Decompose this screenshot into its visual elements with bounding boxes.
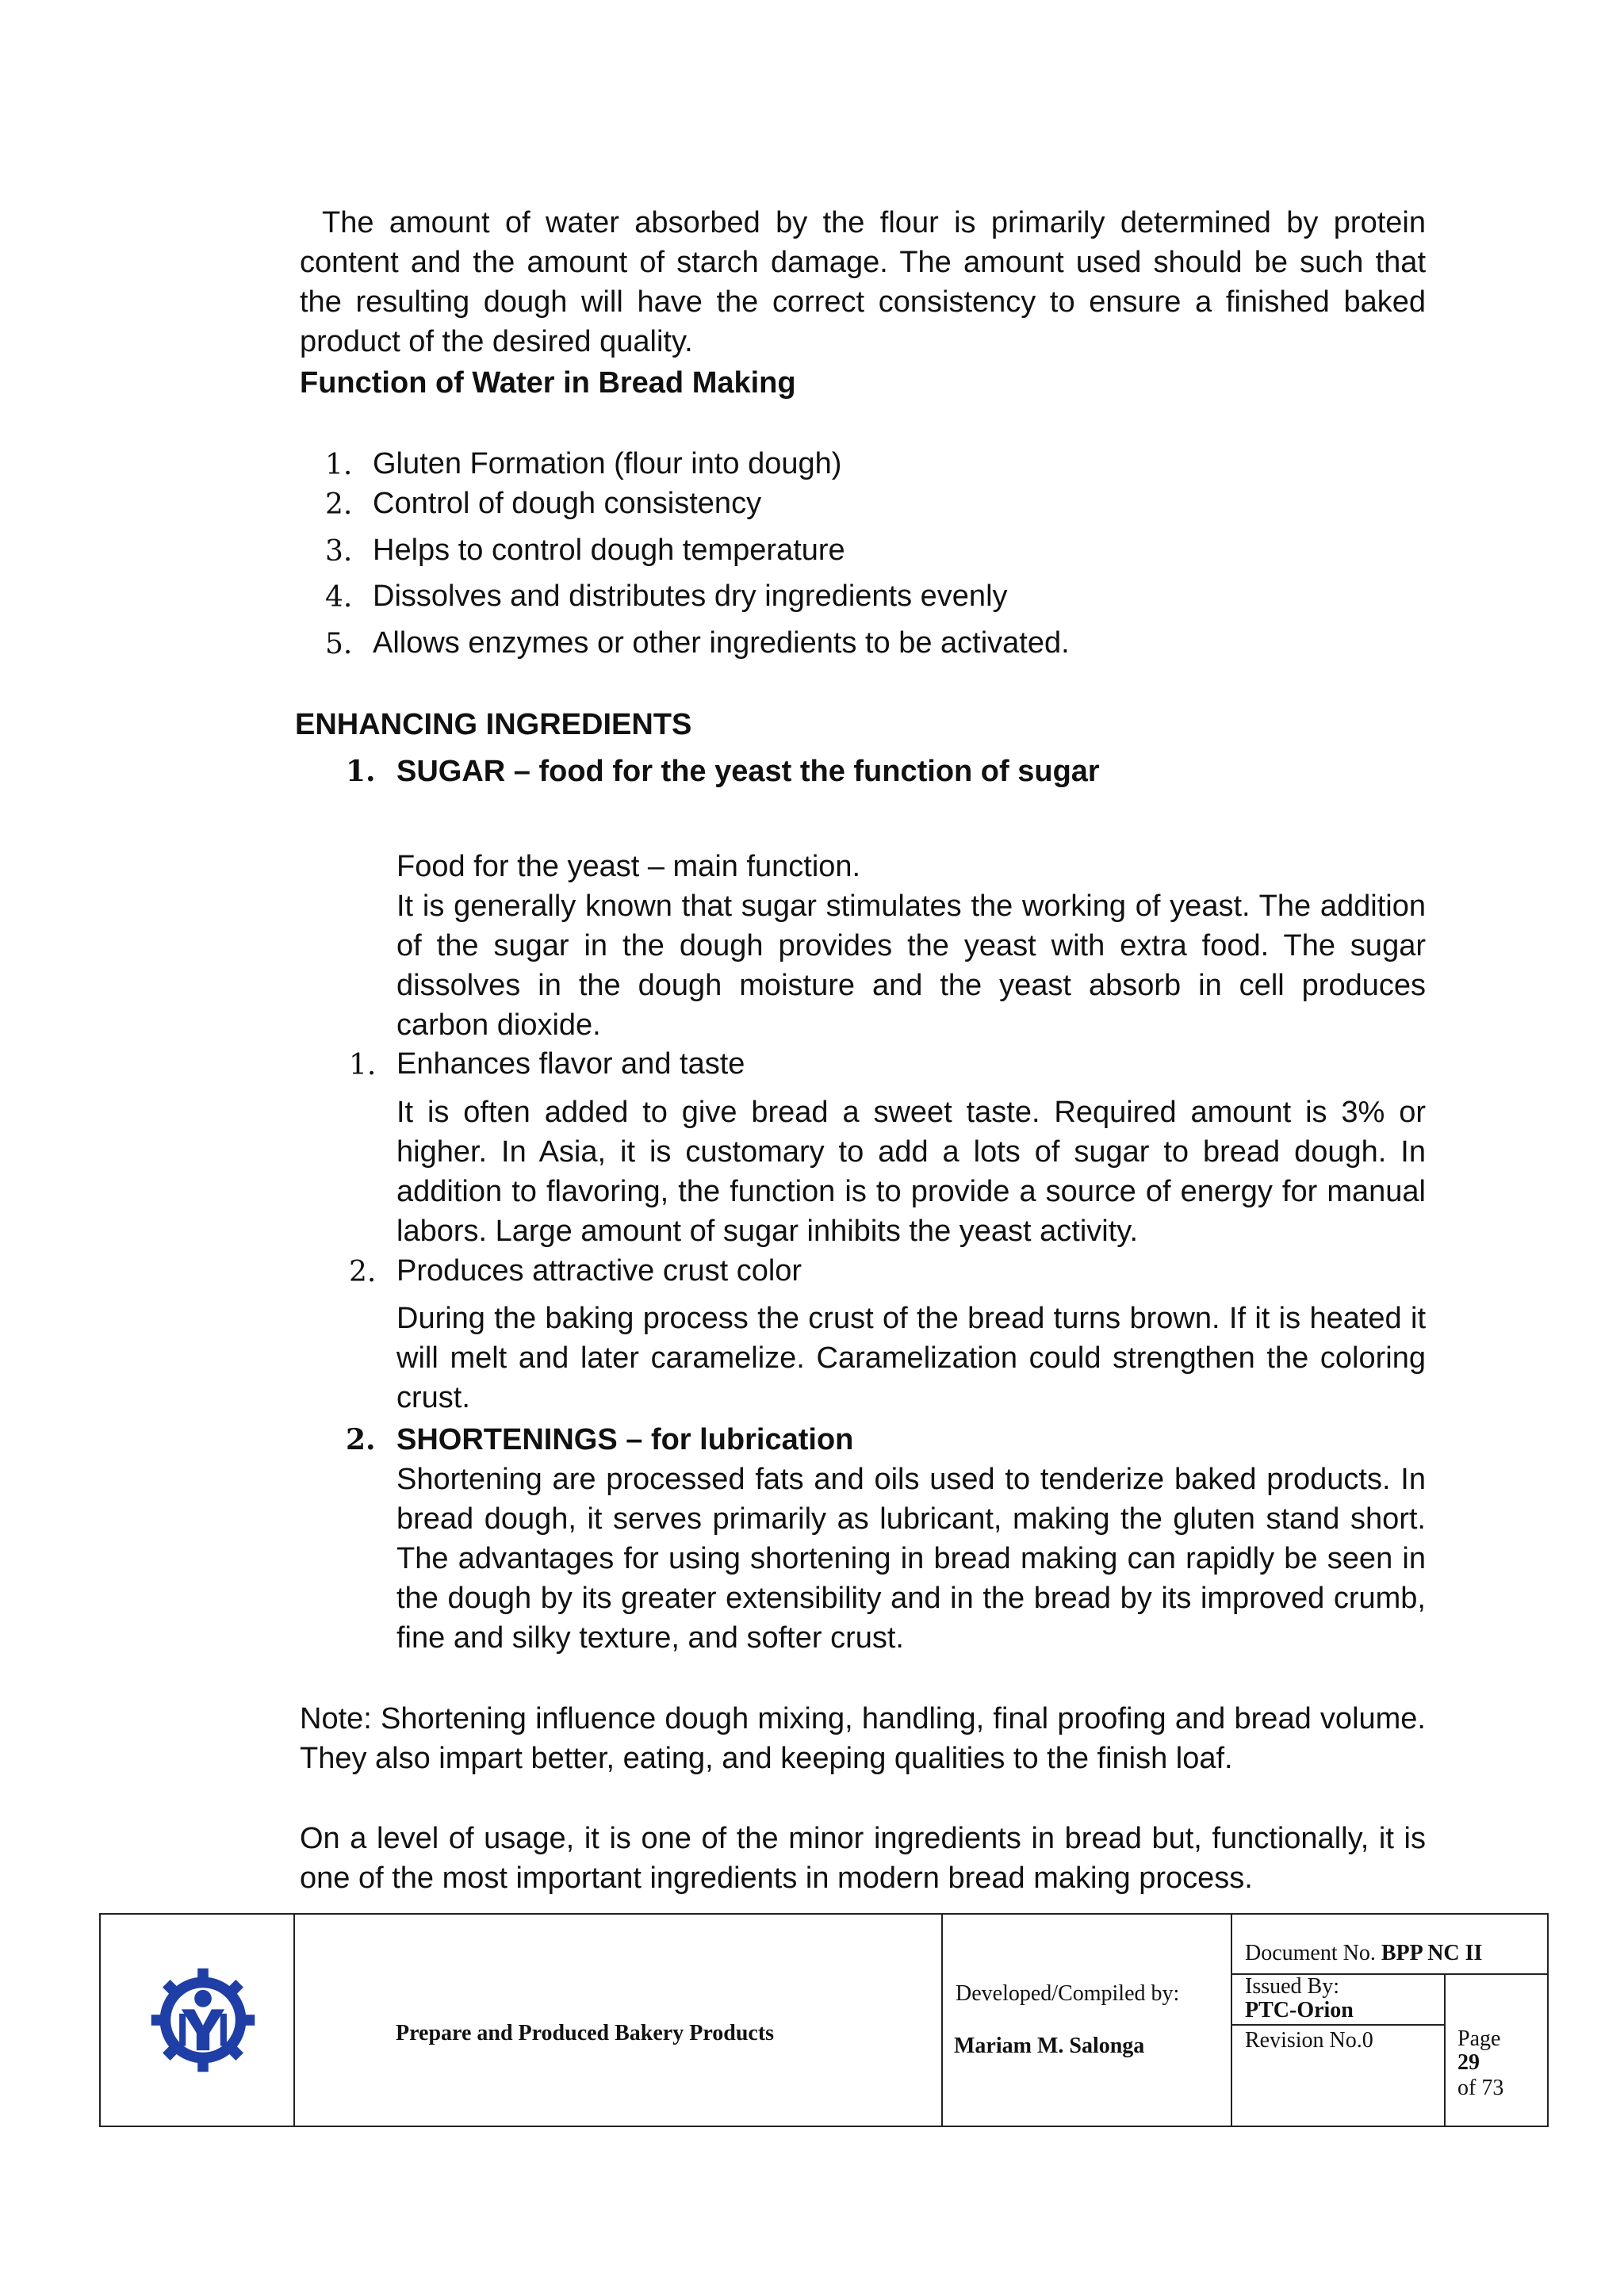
sugar-sub-paragraph-1: It is often added to give bread a sweet taste. Required amount is 3% or higher. In Asia, it is customary to add a lots of sugar to bread dough. In addition to flavoring, the function is to provide a source of energy for manual labors. Large amount of sugar inhibits the yeast activity. [396, 1096, 1426, 1248]
sugar-sub-number-1: 1. [349, 1049, 377, 1081]
footer-divider [1444, 1973, 1446, 2126]
list-item-text: Allows enzymes or other ingredients to be activated. [373, 626, 1070, 660]
sugar-title: SUGAR – food for the yeast the function of sugar [396, 755, 1100, 788]
list-item-text: Helps to control dough temperature [373, 534, 845, 567]
list-number: 2. [325, 488, 353, 521]
sugar-number: 1. [346, 755, 376, 788]
developed-label: Developed/Compiled by: [956, 1981, 1180, 2006]
usage-paragraph: On a level of usage, it is one of the minor ingredients in bread but, functionally, it is one of the most important ingredients in modern bread making process. [300, 1822, 1426, 1895]
page-total: of 73 [1457, 2076, 1504, 2100]
list-number: 1. [325, 449, 353, 481]
shortenings-paragraph: Shortening are processed fats and oils used to tenderize baked products. In bread dough, it serves primarily as lubricant, making the gluten stand short. The advantages for using shortening in bread making can rapidly be seen in the dough by its greater extensibility and in the bread by its improved crumb, fine and silky texture, and softer crust. [396, 1463, 1426, 1655]
document-number [1245, 1942, 1482, 1965]
list-number: 5. [325, 628, 353, 660]
list-number: 3. [325, 535, 353, 568]
footer-divider [1231, 2024, 1444, 2026]
enhancing-heading: ENHANCING INGREDIENTS [295, 708, 692, 741]
water-functions-heading: Function of Water in Bread Making [300, 366, 796, 400]
list-item-text: Dissolves and distributes dry ingredients evenly [373, 580, 1008, 613]
developer-name: Mariam M. Salonga [954, 2034, 1145, 2058]
footer-divider [1231, 1915, 1232, 2126]
module-title: Prepare and Produced Bakery Products [396, 2021, 775, 2045]
issuer-name: PTC-Orion [1245, 1998, 1354, 2022]
list-number: 4. [325, 581, 353, 614]
intro-paragraph: The amount of water absorbed by the flour is primarily determined by protein content and the amount of starch damage. The amount used should be such that the resulting dough will have the correct consistency to ensure a finished baked product of the desired quality. [300, 206, 1426, 358]
list-item-text: Control of dough consistency [373, 487, 762, 520]
issued-by-label: Issued By: [1245, 1974, 1339, 1999]
shortenings-number: 2. [346, 1423, 376, 1456]
sugar-sub-number-2: 2. [349, 1256, 377, 1288]
page-number: 29 [1457, 2050, 1480, 2075]
list-item-text: Gluten Formation (flour into dough) [373, 447, 842, 480]
sugar-intro-line: Food for the yeast – main function. [396, 850, 861, 883]
sugar-sub-title-2: Produces attractive crust color [396, 1254, 802, 1288]
sugar-sub-title-1: Enhances flavor and taste [396, 1047, 745, 1081]
note-paragraph: Note: Shortening influence dough mixing, handling, final proofing and bread volume. They also impart better, eating, and keeping qualities to the finish loaf. [300, 1702, 1426, 1775]
page-label: Page [1457, 2026, 1501, 2051]
revision-number: Revision No.0 [1245, 2028, 1373, 2053]
institution-logo [149, 1966, 257, 2074]
document-number-label: Document No. [1245, 1941, 1376, 1965]
shortenings-title: SHORTENINGS – for lubrication [396, 1423, 854, 1456]
footer-divider [941, 1915, 943, 2126]
sugar-sub-paragraph-2: During the baking process the crust of the bread turns brown. If it is heated it will melt and later caramelize. Caramelization could strengthen the coloring crust. [396, 1302, 1426, 1414]
footer-divider [293, 1915, 295, 2126]
sugar-intro-paragraph: It is generally known that sugar stimulates the working of yeast. The addition of the sugar in the dough provides the yeast with extra food. The sugar dissolves in the dough moisture and the yeast absorb in cell produces carbon dioxide. [396, 890, 1426, 1042]
document-number-value: BPP NC II [1381, 1941, 1483, 1965]
